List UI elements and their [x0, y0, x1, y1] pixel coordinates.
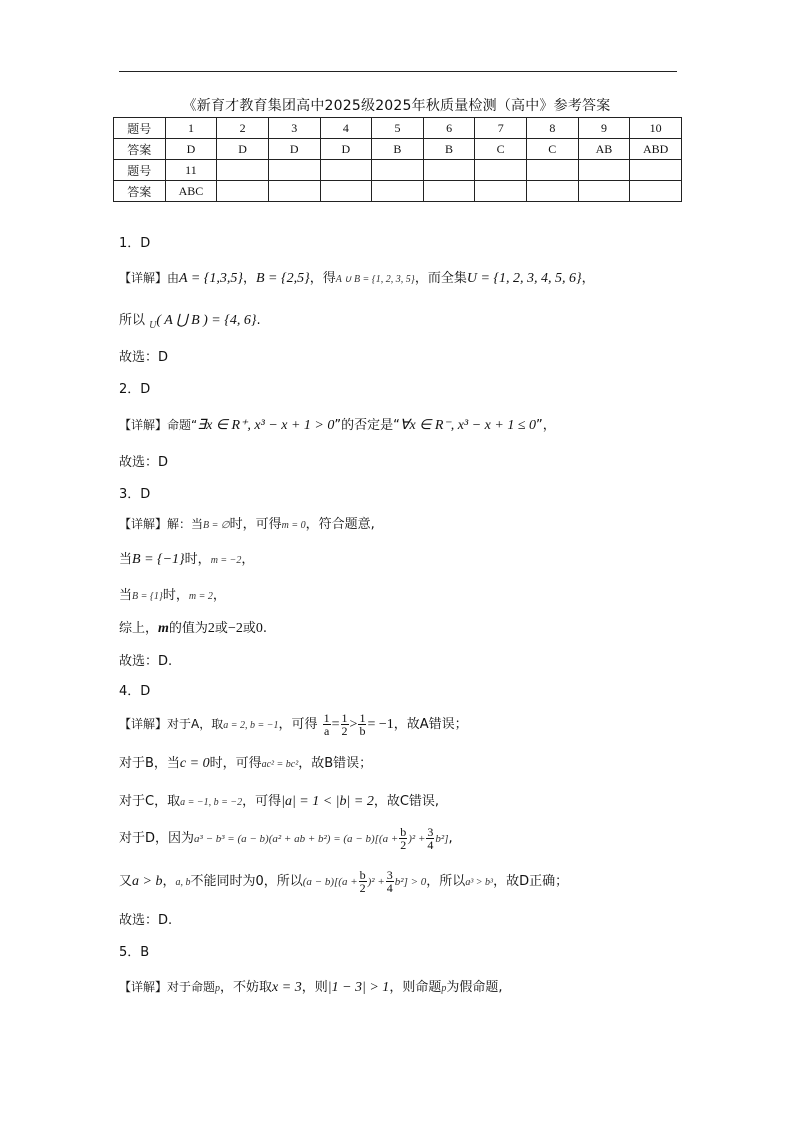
math: a = −1, b = −2: [180, 797, 243, 808]
text: ”的否定是“: [334, 418, 400, 433]
math: a > b: [132, 874, 163, 889]
text: 或: [214, 621, 228, 636]
text: ，可得: [242, 794, 282, 809]
math: (a − b)[(a +: [302, 876, 358, 888]
text: ,: [448, 831, 453, 846]
table-cell: [372, 160, 424, 181]
denominator: b: [359, 724, 366, 738]
solution-line: [119, 869, 568, 894]
table-cell: [268, 160, 320, 181]
numerator: 3: [386, 868, 393, 882]
math: a³ > b³: [465, 877, 494, 888]
math: 0: [255, 621, 263, 636]
table-cell: [423, 181, 475, 202]
text: 时，: [162, 588, 189, 603]
math: m: [158, 621, 169, 636]
answer-line: 故选：D: [119, 350, 169, 365]
math: ac² = bc²: [261, 759, 299, 770]
question-heading: 4．D: [119, 684, 151, 699]
text: 【详解】对于A，取: [119, 717, 224, 731]
denominator: 4: [427, 838, 434, 852]
text: ”，: [536, 418, 556, 433]
fraction: [323, 712, 331, 737]
math: A ∪ B = {1, 2, 3, 5}: [335, 274, 415, 285]
denominator: 2: [359, 881, 366, 895]
solution-line: [119, 584, 226, 603]
table-cell: B: [423, 139, 475, 160]
table-cell: [578, 160, 630, 181]
text: ，故C错误,: [373, 794, 440, 809]
table-cell: 8: [527, 118, 579, 139]
denominator: 2: [400, 838, 407, 852]
text: ，: [212, 588, 226, 603]
table-cell: 6: [423, 118, 475, 139]
table-cell: D: [165, 139, 217, 160]
answer-line: 故选：D.: [119, 654, 173, 669]
text: ，: [162, 874, 176, 889]
table-cell: [527, 181, 579, 202]
solution-line: [119, 267, 595, 287]
math: )² +: [408, 833, 426, 845]
numerator: b: [400, 825, 407, 839]
text: 【详解】命题“: [119, 418, 198, 432]
page-title: 《新育才教育集团高中2025级2025年秋质量检测（高中》参考答案: [182, 98, 611, 114]
numerator: 3: [427, 825, 434, 839]
math: >: [349, 717, 358, 732]
math: p: [441, 983, 447, 994]
math: B = {1}: [132, 591, 163, 602]
text: ，故A错误；: [393, 717, 468, 732]
question-heading: 2．D: [119, 382, 151, 397]
table-cell: [320, 181, 372, 202]
math: a³ − b³ = (a − b)(a² + ab + b²) = (a − b)[(a +: [194, 833, 399, 845]
math: B = {2,5}: [255, 271, 310, 286]
math: |1 − 3| > 1: [327, 980, 390, 995]
table-cell: D: [320, 139, 372, 160]
table-row: [114, 181, 682, 202]
denominator: 2: [341, 724, 348, 738]
table-cell: 10: [630, 118, 682, 139]
text: 对于B，当: [119, 756, 180, 771]
table-cell: 7: [475, 118, 527, 139]
math: x = 3: [272, 980, 302, 995]
solution-line: [119, 752, 372, 772]
table-cell: [423, 160, 475, 181]
table-cell: D: [268, 139, 320, 160]
text: ，可得: [278, 717, 318, 732]
text: 不能同时为0，所以: [190, 874, 303, 889]
math: B = {−1}: [132, 552, 185, 567]
table-row: [114, 139, 682, 160]
table-cell: [268, 181, 320, 202]
text: ，故D正确；: [493, 874, 569, 889]
text: 【详解】由: [119, 271, 180, 285]
table-cell: 答案: [114, 139, 166, 160]
table-cell: 题号: [114, 160, 166, 181]
text: 时，可得: [209, 756, 262, 771]
text: ，所以: [426, 874, 466, 889]
solution-line: [119, 513, 375, 532]
math: a = 2, b = −1: [223, 720, 279, 731]
numerator: 1: [359, 711, 366, 725]
solution-line: [119, 548, 254, 568]
question-heading: 1．D: [119, 236, 151, 251]
text: ，: [242, 271, 256, 286]
solution-line: [119, 976, 502, 996]
text: 综上，: [119, 621, 159, 636]
text: .: [262, 621, 267, 636]
fraction: [359, 869, 367, 894]
fraction: [399, 826, 407, 851]
table-cell: B: [372, 139, 424, 160]
text: .: [256, 313, 261, 328]
table-row: [114, 160, 682, 181]
text: ，得: [309, 271, 336, 286]
table-cell: [630, 160, 682, 181]
table-cell: C: [475, 139, 527, 160]
table-cell: 1: [165, 118, 217, 139]
text: ，符合题意,: [305, 517, 375, 532]
math: U: [149, 320, 157, 331]
table-cell: [527, 160, 579, 181]
table-cell: [475, 181, 527, 202]
text: 所以: [119, 313, 146, 328]
text: ，而全集: [414, 271, 467, 286]
solution-line: [119, 309, 261, 331]
table-cell: ABD: [630, 139, 682, 160]
denominator: a: [323, 724, 330, 738]
solution-line: [119, 617, 267, 637]
math: c = 0: [179, 756, 210, 771]
table-cell: 2: [217, 118, 269, 139]
table-cell: C: [527, 139, 579, 160]
table-cell: [630, 181, 682, 202]
text: ，则命题: [389, 980, 442, 995]
fraction: [426, 826, 434, 851]
text: 或: [242, 621, 256, 636]
table-cell: D: [217, 139, 269, 160]
text: ，不妨取: [220, 980, 273, 995]
math: m = 0: [281, 520, 306, 531]
table-cell: 3: [268, 118, 320, 139]
math: m = 2: [188, 591, 213, 602]
table-row: [114, 118, 682, 139]
table-cell: ABC: [165, 181, 217, 202]
table-cell: [217, 160, 269, 181]
table-cell: 题号: [114, 118, 166, 139]
text: ，则: [301, 980, 328, 995]
math: p: [215, 983, 221, 994]
table-cell: [372, 181, 424, 202]
fraction: [386, 869, 394, 894]
math: m = −2: [210, 555, 242, 566]
text: 【详解】对于命题: [119, 980, 216, 994]
answer-line: 故选：D: [119, 455, 169, 470]
text: 又: [119, 874, 133, 889]
math: A = {1,3,5}: [179, 271, 243, 286]
math: U = {1, 2, 3, 4, 5, 6}: [466, 271, 582, 286]
table-cell: [217, 181, 269, 202]
fraction: [341, 712, 349, 737]
numerator: 1: [341, 711, 348, 725]
question-heading: 3．D: [119, 487, 151, 502]
table-cell: [578, 181, 630, 202]
fraction: [358, 712, 366, 737]
text: 时，: [184, 552, 211, 567]
table-cell: 9: [578, 118, 630, 139]
header-rule: [119, 71, 677, 72]
text: ，: [581, 271, 595, 286]
table-cell: 5: [372, 118, 424, 139]
solution-line: [119, 712, 468, 737]
table-cell: 4: [320, 118, 372, 139]
denominator: 4: [386, 881, 393, 895]
math: |a| = 1 < |b| = 2: [281, 794, 374, 809]
math: )² +: [367, 876, 385, 888]
text: 【详解】解：当: [119, 517, 204, 531]
table-cell: [475, 160, 527, 181]
math: 2: [207, 621, 215, 636]
table-cell: [320, 160, 372, 181]
math: =: [331, 717, 340, 732]
math: −2: [227, 621, 243, 636]
text: 对于D，因为: [119, 831, 195, 846]
text: 对于C，取: [119, 794, 181, 809]
table-cell: AB: [578, 139, 630, 160]
math: b²] > 0: [394, 876, 427, 888]
text: 为假命题,: [446, 980, 503, 995]
math: b²]: [435, 833, 449, 845]
numerator: b: [359, 868, 366, 882]
solution-line: [119, 414, 556, 434]
table-cell: 答案: [114, 181, 166, 202]
question-heading: 5．B: [119, 945, 150, 960]
math: ∀x ∈ R⁻, x³ − x + 1 ≤ 0: [399, 418, 537, 433]
text: 当: [119, 552, 133, 567]
text: ，故B错误；: [298, 756, 373, 771]
table-cell: 11: [165, 160, 217, 181]
text: ，: [241, 552, 255, 567]
math: ∃x ∈ R⁺, x³ − x + 1 > 0: [197, 418, 335, 433]
math: a, b: [175, 877, 191, 888]
text: 当: [119, 588, 133, 603]
answer-table: [113, 117, 682, 202]
answer-line: 故选：D.: [119, 913, 173, 928]
text: 的值为: [168, 621, 208, 636]
solution-line: [119, 826, 453, 851]
math: B = ∅: [203, 520, 230, 531]
text: 时，可得: [229, 517, 282, 532]
math: ( A ⋃ B ) = {4, 6}: [156, 313, 257, 328]
solution-line: [119, 790, 439, 810]
math: = −1: [367, 717, 394, 732]
numerator: 1: [323, 711, 330, 725]
